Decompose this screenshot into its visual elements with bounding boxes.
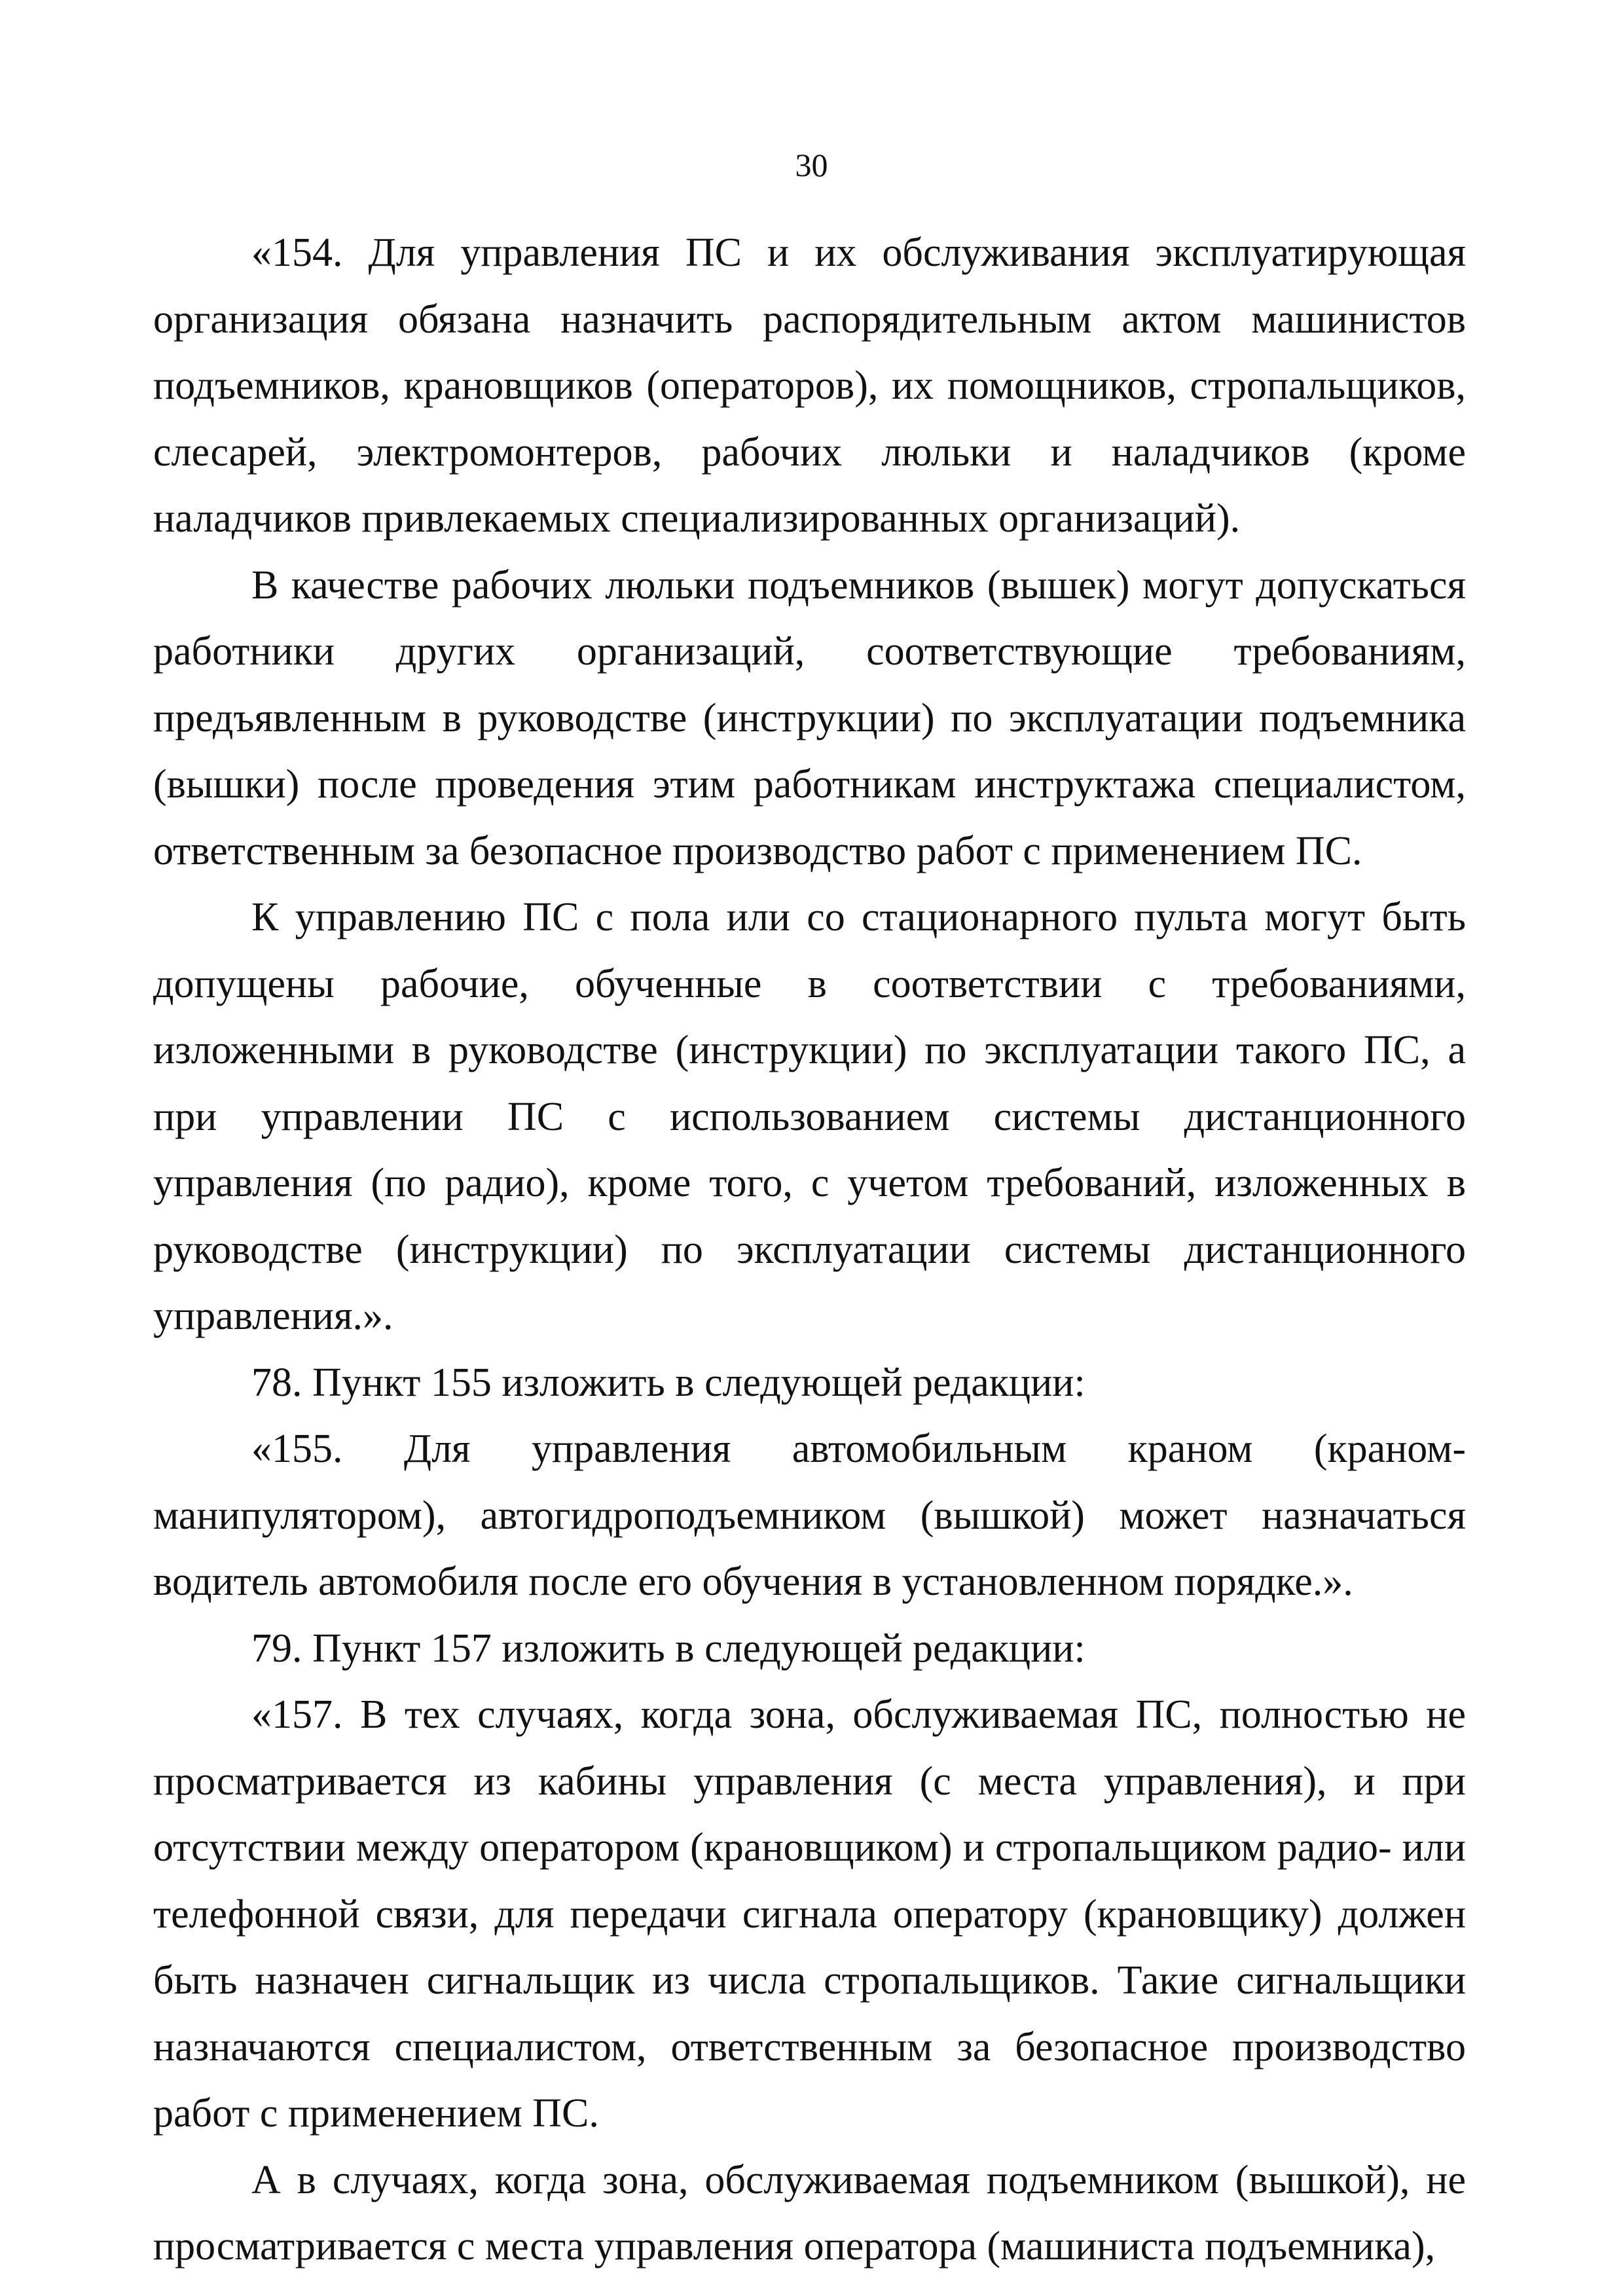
paragraph-item-157: «157. В тех случаях, когда зона, обслуживаемая ПС, полностью не просматривается из кабины управления (с места управления), и при отсутствии между оператором (крановщиком) и стропальщиком радио- или телефонной связи, для передачи сигнала оператору (крановщику) должен быть назначен сигнальщик из числа стропальщиков. Такие сигнальщики назначаются специалистом, ответственным за безопасное производство работ с применением ПС. [153,1692,1466,2136]
paragraph-lift-zone: А в случаях, когда зона, обслуживаемая подъемником (вышкой), не просматривается с места управления оператора (машиниста подъемника), [153,2157,1466,2269]
document-body [153,220,1466,2280]
paragraph-floor-control: К управлению ПС с пола или со стационарного пульта могут быть допущены рабочие, обученные в соответствии с требованиями, изложенными в руководстве (инструкции) по эксплуатации такого ПС, а при управлении ПС с использованием системы дистанционного управления (по радио), кроме того, с учетом требований, изложенных в руководстве (инструкции) по эксплуатации системы дистанционного управления.». [153,895,1466,1338]
paragraph-item-154: «154. Для управления ПС и их обслуживания эксплуатирующая организация обязана назначить распорядительным актом машинистов подъемников, крановщиков (операторов), их помощников, стропальщиков, слесарей, электромонтеров, рабочих люльки и наладчиков (кроме наладчиков привлекаемых специализированных организаций). [153,230,1466,541]
paragraph-item-155: «155. Для управления автомобильным краном (краном-манипулятором), автогидроподъемником (вышкой) может назначаться водитель автомобиля после его обучения в установленном порядке.». [153,1427,1466,1604]
paragraph-cradle-workers: В качестве рабочих люльки подъемников (вышек) могут допускаться работники других организаций, соответствующие требованиям, предъявленным в руководстве (инструкции) по эксплуатации подъемника (вышки) после проведения этим работникам инструктажа специалистом, ответственным за безопасное производство работ с применением ПС. [153,562,1466,873]
page-number: 30 [795,147,828,183]
paragraph-amendment-79: 79. Пункт 157 изложить в следующей редакции: [251,1626,1085,1671]
paragraph-amendment-78: 78. Пункт 155 изложить в следующей редакции: [251,1360,1085,1405]
